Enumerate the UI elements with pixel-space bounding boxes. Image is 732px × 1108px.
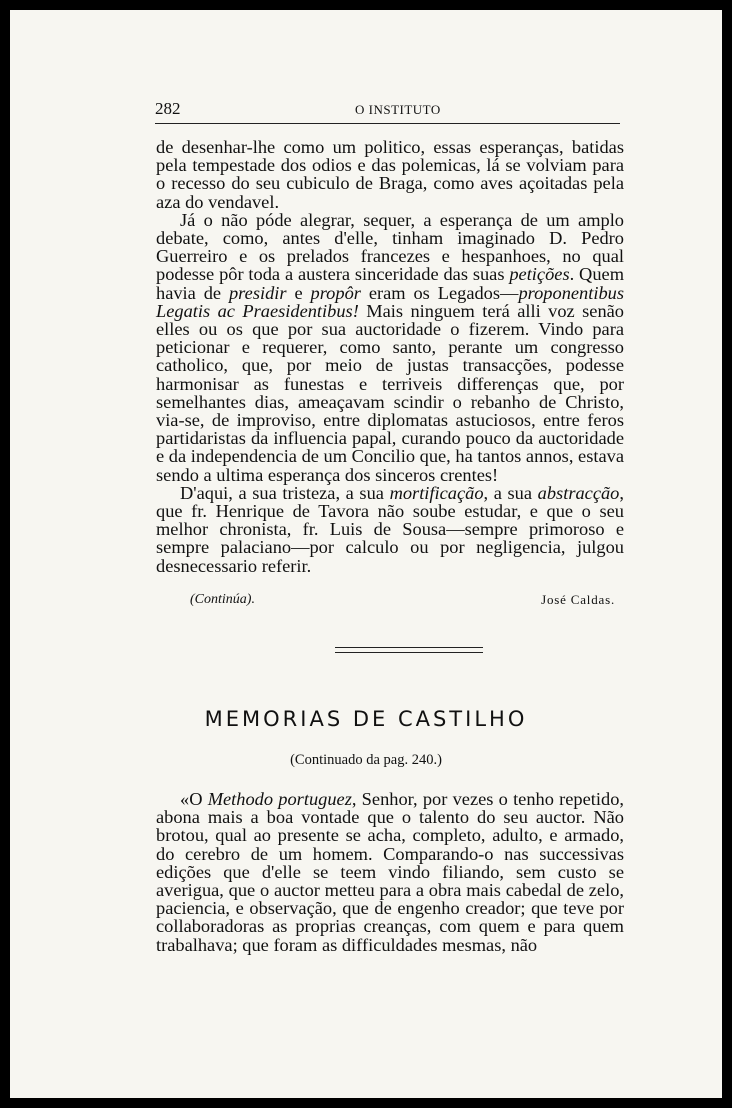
author-name: José Caldas. bbox=[541, 592, 615, 607]
running-header bbox=[155, 90, 620, 120]
section-body bbox=[156, 790, 624, 954]
section-title: MEMORIAS DE CASTILHO bbox=[204, 707, 528, 731]
paragraph: Já o não póde alegrar, sequer, a esperança de um amplo debate, como, antes d'elle, tinham imaginado D. Pedro Guerreiro e os prelados francezes e hespanhoes, no qual podesse pôr toda a austera sinceridade das suas petições. Quem havia de presidir e propôr eram os Legados—proponentibus Legatis ac Praesidentibus! Mais ninguem terá alli voz senão elles ou os que por sua auctoridade o fizerem. Vindo para peticionar e requerer, como santo, perante um congresso catholico, que, por meio de justas transacções, podesse harmonisar as funestas e terriveis differenças que, por semelhantes dias, ameaçavam scindir o rebanho de Christo, via-se, de improviso, entre diplomatas astuciosos, entre feros partidaristas da influencia papal, curando pouco da auctoridade e da independencia de um Concilio que, ha tantos annos, estava sendo a ultima esperança dos sinceros crentes! bbox=[156, 209, 625, 485]
paragraph: «O Methodo portuguez, Senhor, por vezes o tenho repetido, abona mais a boa vontade que o talento do seu auctor. Não brotou, qual ao presente se acha, completo, adulto, e armado, do cerebro de um homem. Comparando-o nas successivas edições que d'elle se teem vindo filiando, sem custo se averigua, que o auctor metteu para a obra mais cabedal de zelo, paciencia, e observação, que de engenho creador; que teve por collaboradoras as proprias creanças, com quem e para quem trabalhava; que foram as difficuldades mesmas, não bbox=[156, 789, 624, 955]
section-divider bbox=[335, 647, 483, 657]
divider-line bbox=[335, 647, 483, 648]
page-number: 282 bbox=[155, 99, 181, 118]
section-subtitle: (Continuado da pag. 240.) bbox=[290, 752, 442, 768]
paragraph: de desenhar-lhe como um politico, essas esperanças, batidas pela tempestade dos odios e das polemicas, lá se volviam para o recesso do seu cubiculo de Braga, como aves açoitadas pela aza do vendavel. bbox=[156, 137, 624, 212]
header-rule bbox=[155, 123, 620, 124]
article-body bbox=[156, 138, 624, 575]
running-title: O INSTITUTO bbox=[355, 102, 441, 117]
book-page bbox=[10, 10, 722, 1098]
paragraph: D'aqui, a sua tristeza, a sua mortificação, a sua abstracção, que fr. Henrique de Tavora não soube estudar, e que o seu melhor chronista, fr. Luis de Sousa—sempre primoroso e sempre palaciano—por calculo ou por negligencia, julgou desnecessario referir. bbox=[156, 482, 624, 576]
continues-note: (Continúa). bbox=[190, 592, 255, 607]
divider-line bbox=[335, 652, 483, 653]
article-signature bbox=[190, 592, 615, 614]
